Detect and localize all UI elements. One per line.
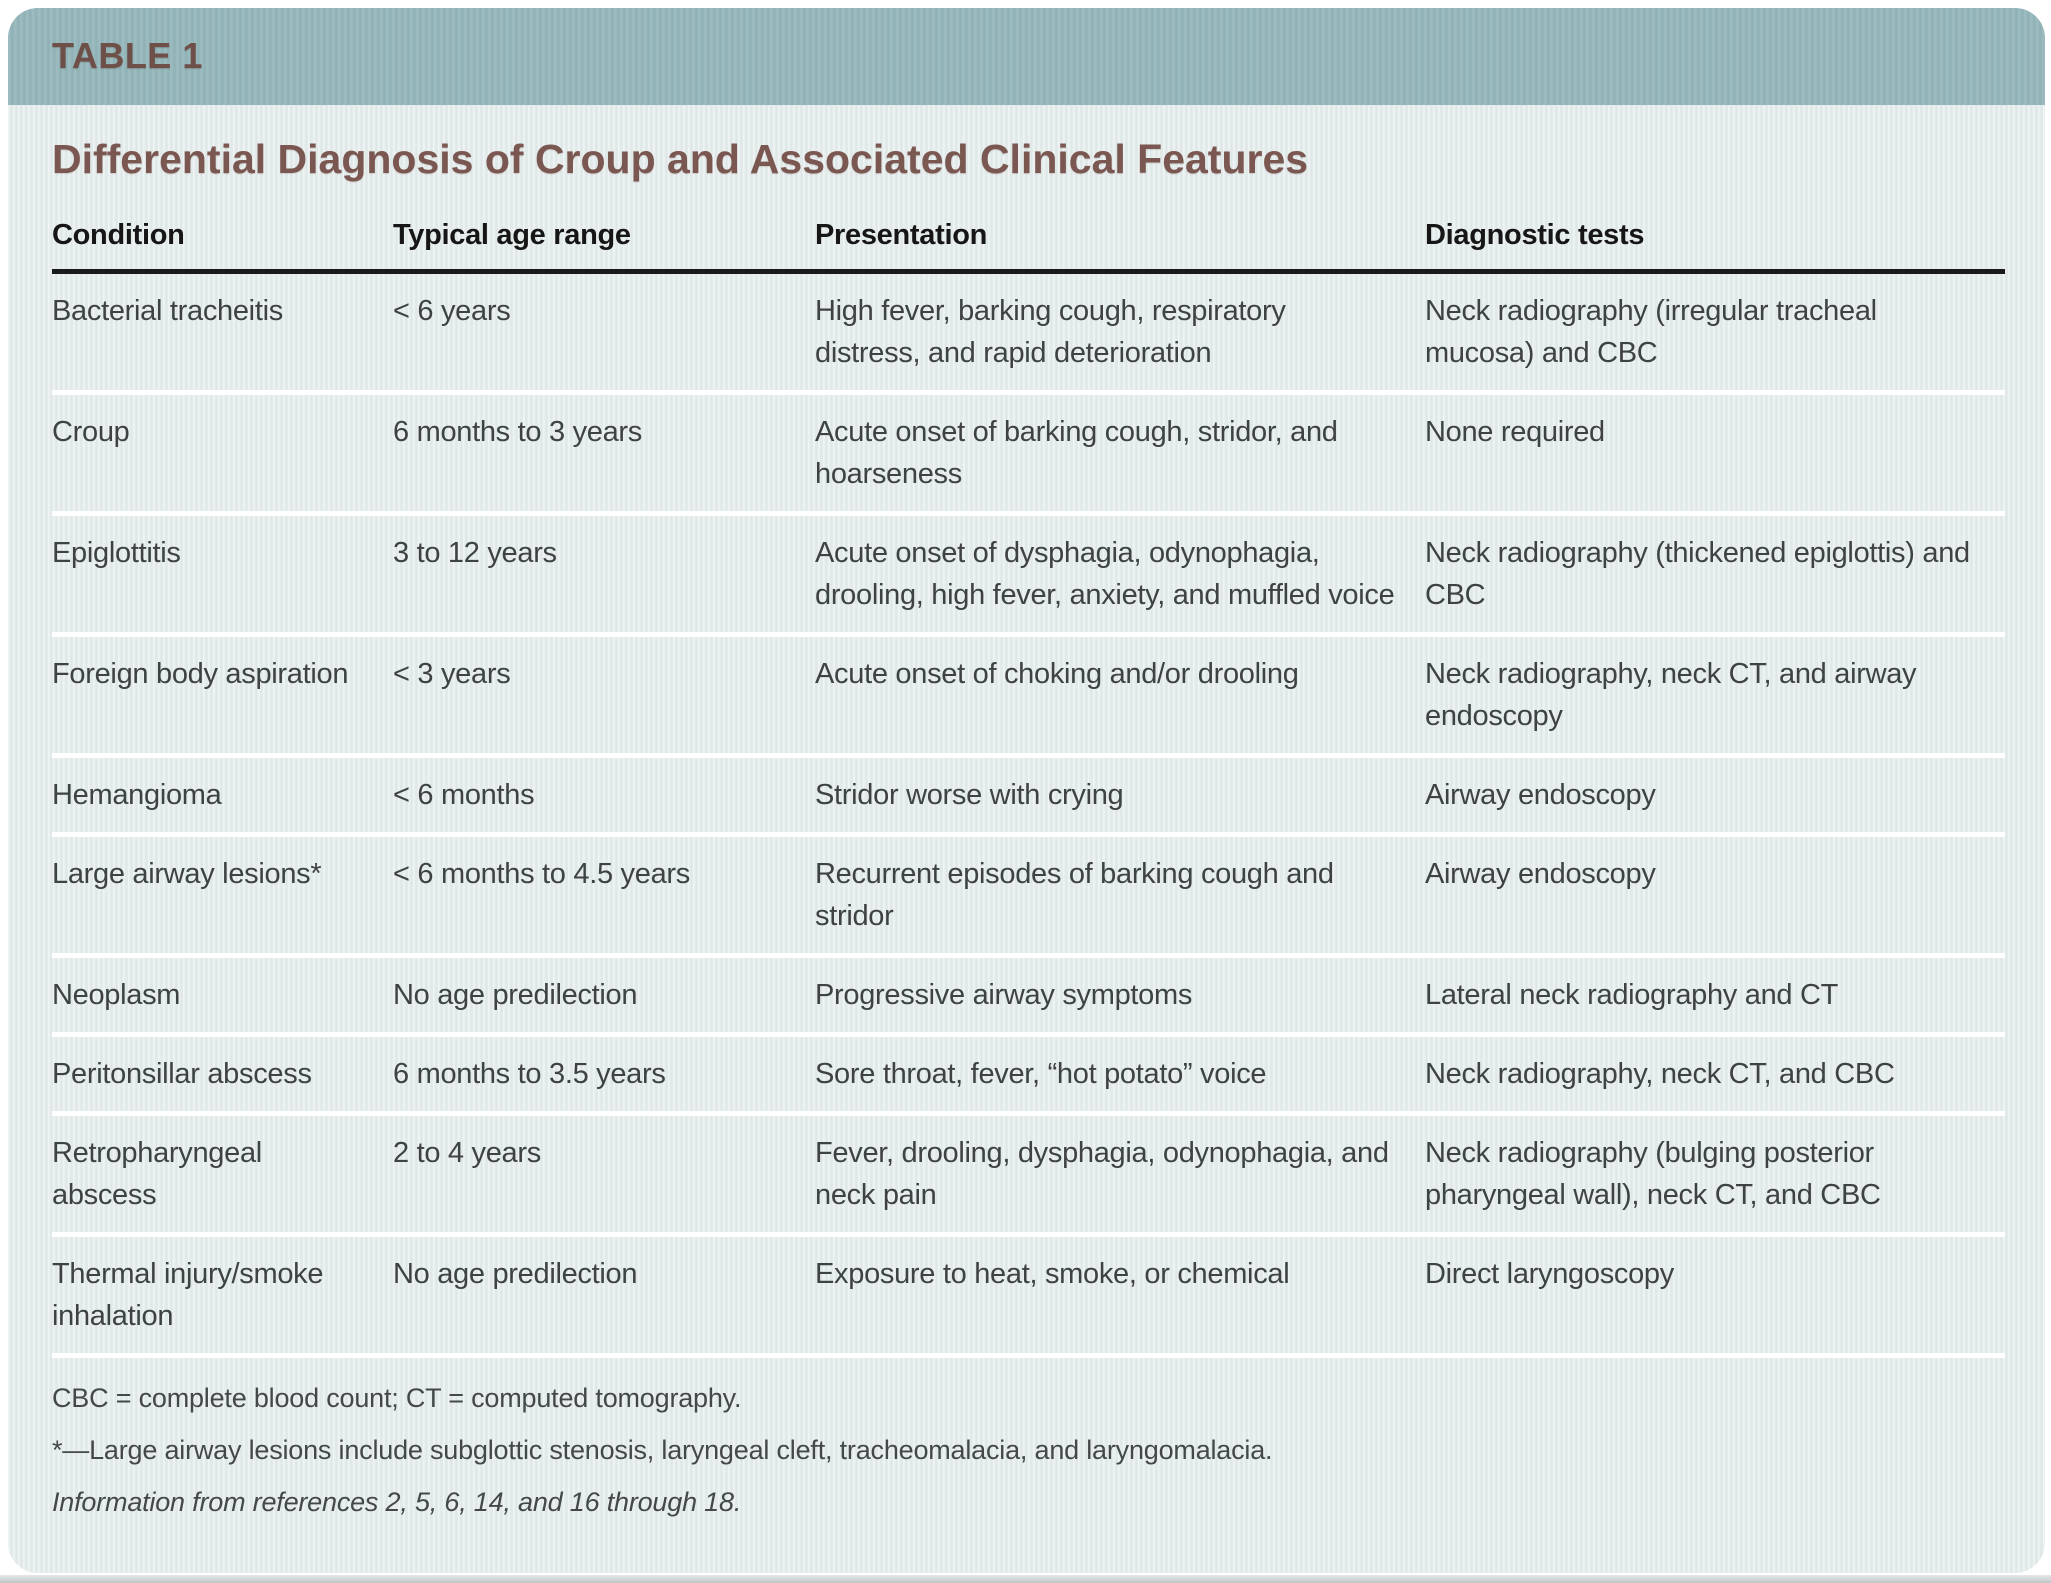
table-row [52,958,2005,1037]
cell-diagnostic-tests: Neck radiography (thickened epiglottis) and CBC [1425,537,1970,611]
cell-condition: Epiglottitis [52,537,181,569]
page-bottom-edge [0,1575,2051,1583]
table-row [52,395,2005,516]
footnote-asterisk: *—Large airway lesions include subglottic stenosis, laryngeal cleft, tracheomalacia, and laryngomalacia. [52,1435,1273,1465]
cell-presentation: High fever, barking cough, respiratory distress, and rapid deterioration [815,295,1286,369]
column-header-row [52,207,2005,274]
cell-age-range: < 6 years [393,295,511,327]
table-row [52,837,2005,958]
footnotes [52,1358,2005,1528]
column-header-presentation: Presentation [815,219,988,251]
table-row [52,1237,2005,1358]
table-row [52,1037,2005,1116]
cell-diagnostic-tests: None required [1425,416,1605,448]
cell-age-range: 2 to 4 years [393,1137,541,1169]
cell-age-range: No age predilection [393,1258,638,1290]
table-row [52,1116,2005,1237]
table-header-bar [8,8,2045,105]
cell-presentation: Fever, drooling, dysphagia, odynophagia, and neck pain [815,1137,1389,1211]
cell-presentation: Sore throat, fever, “hot potato” voice [815,1058,1267,1090]
cell-diagnostic-tests: Neck radiography (bulging posterior pharyngeal wall), neck CT, and CBC [1425,1137,1881,1211]
cell-presentation: Progressive airway symptoms [815,979,1193,1011]
cell-presentation: Exposure to heat, smoke, or chemical [815,1258,1290,1290]
cell-condition: Retropharyngeal abscess [52,1137,262,1211]
table-row [52,758,2005,837]
cell-age-range: 6 months to 3 years [393,416,642,448]
cell-condition: Neoplasm [52,979,181,1011]
cell-age-range: No age predilection [393,979,638,1011]
cell-condition: Large airway lesions* [52,858,322,890]
column-header-condition: Condition [52,219,185,251]
table-row [52,274,2005,395]
cell-condition: Bacterial tracheitis [52,295,283,327]
footnote-references: Information from references 2, 5, 6, 14, and 16 through 18. [52,1487,742,1517]
table-number: TABLE 1 [52,35,203,76]
cell-presentation: Acute onset of barking cough, stridor, and hoarseness [815,416,1338,490]
cell-diagnostic-tests: Airway endoscopy [1425,779,1656,811]
column-header-diagnostic-tests: Diagnostic tests [1425,219,1645,251]
cell-presentation: Stridor worse with crying [815,779,1124,811]
cell-condition: Thermal injury/smoke inhalation [52,1258,324,1332]
cell-diagnostic-tests: Direct laryngoscopy [1425,1258,1674,1290]
cell-presentation: Recurrent episodes of barking cough and stridor [815,858,1334,932]
cell-presentation: Acute onset of dysphagia, odynophagia, drooling, high fever, anxiety, and muffled voice [815,537,1395,611]
table-content [8,135,2045,1528]
table-title: Differential Diagnosis of Croup and Associated Clinical Features [52,136,1309,182]
cell-age-range: < 3 years [393,658,511,690]
column-header-age-range: Typical age range [393,219,631,251]
cell-diagnostic-tests: Neck radiography, neck CT, and airway endoscopy [1425,658,1917,732]
cell-condition: Croup [52,416,130,448]
cell-age-range: 3 to 12 years [393,537,557,569]
footnote-abbreviations: CBC = complete blood count; CT = computed tomography. [52,1383,742,1413]
cell-condition: Foreign body aspiration [52,658,349,690]
table-row [52,637,2005,758]
cell-age-range: < 6 months to 4.5 years [393,858,690,890]
table-panel [8,8,2045,1573]
cell-diagnostic-tests: Airway endoscopy [1425,858,1656,890]
table-row [52,516,2005,637]
cell-condition: Peritonsillar abscess [52,1058,312,1090]
cell-diagnostic-tests: Neck radiography (irregular tracheal mucosa) and CBC [1425,295,1877,369]
cell-diagnostic-tests: Lateral neck radiography and CT [1425,979,1839,1011]
cell-presentation: Acute onset of choking and/or drooling [815,658,1299,690]
cell-condition: Hemangioma [52,779,222,811]
table-body [52,274,2005,1358]
cell-age-range: 6 months to 3.5 years [393,1058,666,1090]
cell-age-range: < 6 months [393,779,535,811]
cell-diagnostic-tests: Neck radiography, neck CT, and CBC [1425,1058,1895,1090]
